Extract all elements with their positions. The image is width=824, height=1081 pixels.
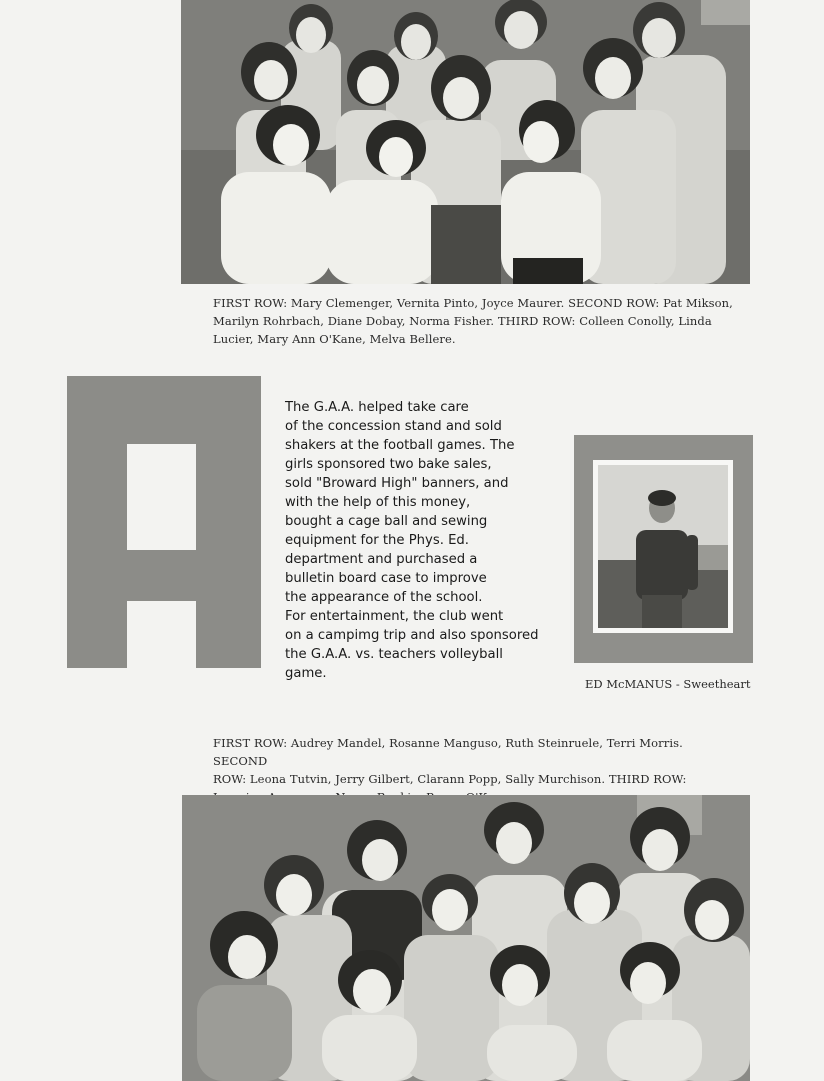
bottom-group-photo [182, 795, 750, 1081]
sweetheart-caption: ED McMANUS - Sweetheart [585, 677, 751, 691]
sweetheart-portrait-photo [598, 465, 728, 628]
bottom-photo-caption: FIRST ROW: Audrey Mandel, Rosanne Manguso, Ruth Steinruele, Terri Morris. SECOND ROW: Leona Tutvin, Jerry Gilbert, Clarann Popp, Sally Murchison. THIRD ROW: [213, 736, 687, 786]
top-photo-caption: FIRST ROW: Mary Clemenger, Vernita Pinto, Joyce Maurer. SECOND ROW: Pat Mikson, Marilyn Rohrbach, Diane Dobay, Norma Fisher. THIRD ROW: Colleen Conolly, Linda Lucier, Mary Ann O'Kane, Melva Bellere. [213, 296, 733, 346]
sweetheart-portrait-mat [574, 435, 753, 663]
top-group-photo [181, 0, 750, 284]
initial-letter-a [67, 376, 261, 668]
gaa-activities-paragraph: The G.A.A. helped take care of the concession stand and sold shakers at the football games. The girls sponsored two bake sales, sold "Broward High" banners, and with the help of this money, bought a cage ball and sewing equipment for the Phys. Ed. department and purchased a bulletin board case to improve the appearance of the school. For entertainment, the club went on a campimg trip and also sponsored the G.A.A. vs. teachers volleyball game. [285, 400, 539, 681]
sweetheart-portrait-card [593, 460, 733, 633]
